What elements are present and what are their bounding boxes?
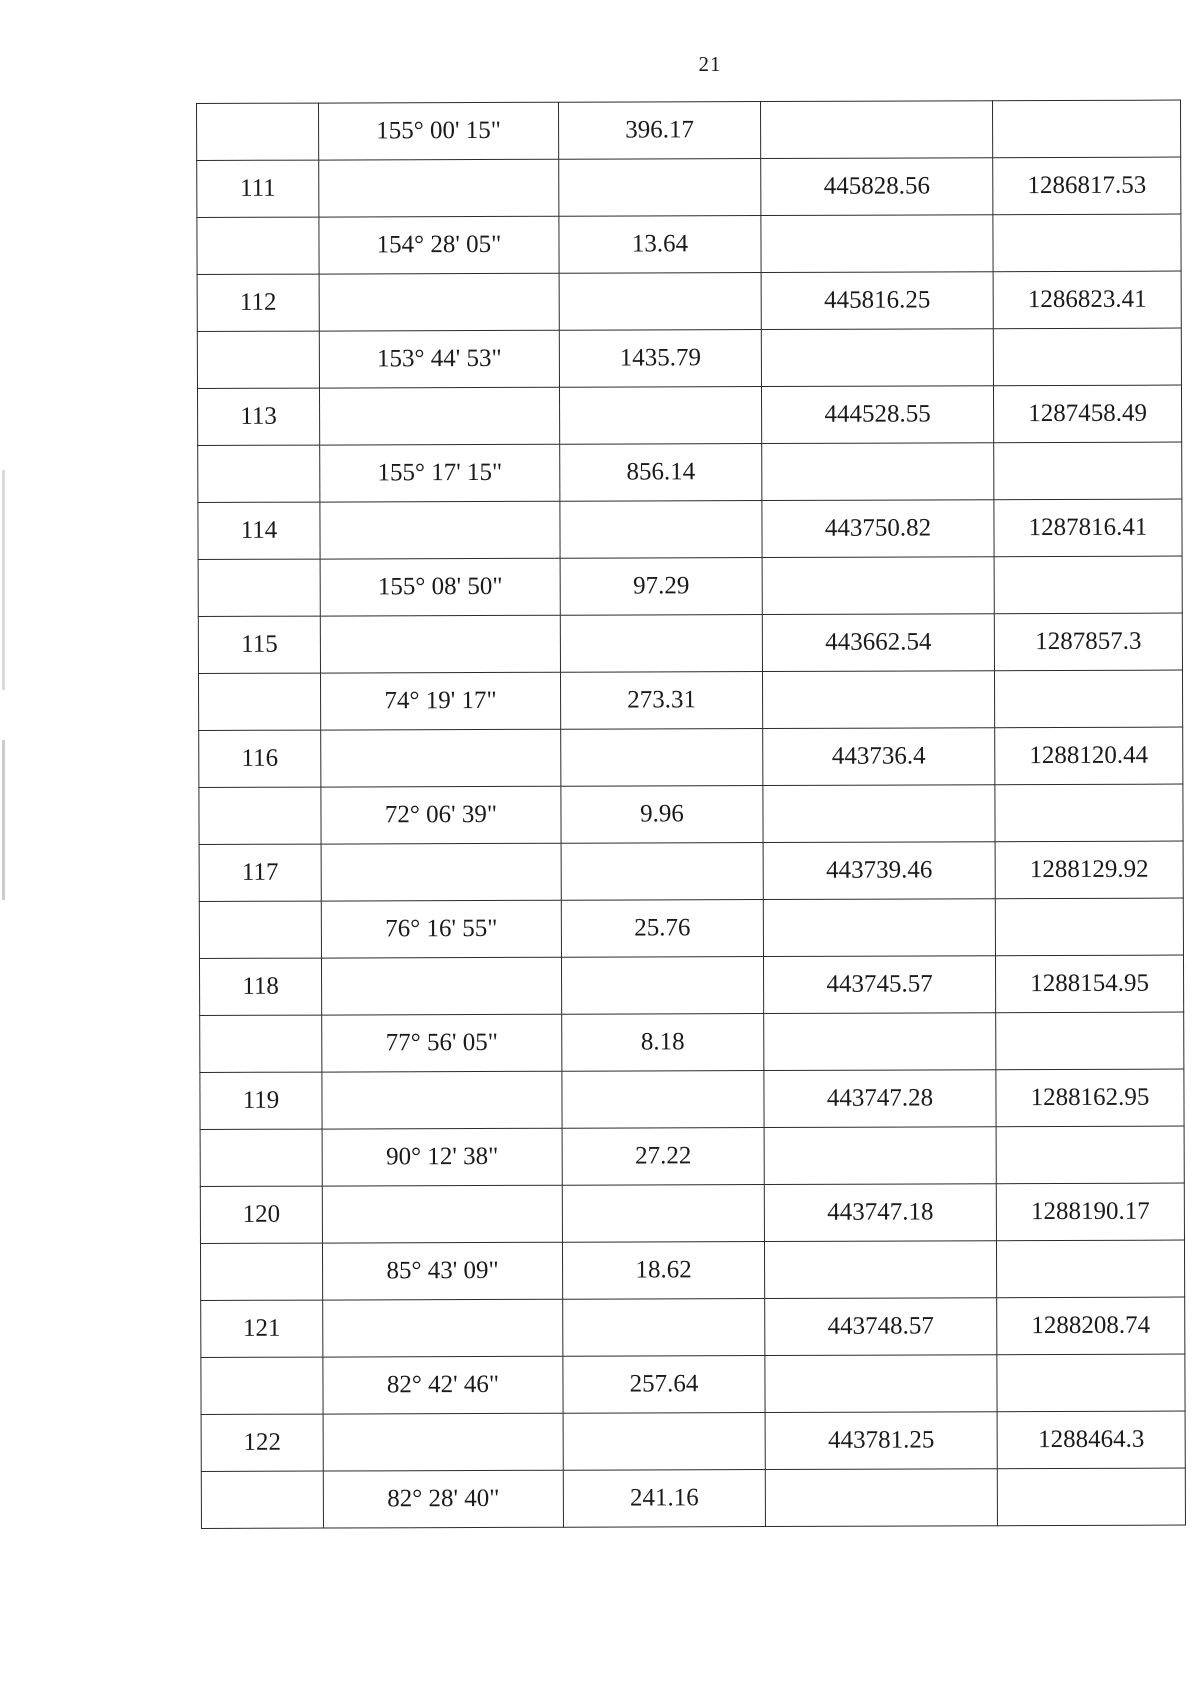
distance-cell: 13.64 (559, 216, 761, 274)
table-row (201, 1411, 1185, 1471)
northing-cell: 443745.57 (763, 956, 995, 1014)
table-row (198, 670, 1182, 730)
bearing-cell: 155° 08' 50" (320, 558, 560, 616)
table-body (197, 100, 1186, 1528)
bearing-cell (319, 387, 559, 445)
station-cell (199, 901, 321, 958)
table-row (198, 556, 1182, 616)
northing-cell (760, 101, 992, 159)
distance-cell (560, 615, 762, 673)
station-cell (200, 1243, 322, 1300)
station-cell: 121 (201, 1300, 323, 1357)
bearing-cell: 82° 28' 40" (323, 1470, 563, 1528)
bearing-cell (320, 615, 560, 673)
easting-cell: 1288208.74 (997, 1297, 1185, 1355)
bearing-cell (321, 729, 561, 787)
table-row (199, 898, 1183, 958)
distance-cell: 97.29 (560, 558, 762, 616)
easting-cell (995, 784, 1183, 842)
bearing-cell: 82° 42' 46" (323, 1356, 563, 1414)
table-row (198, 499, 1182, 559)
table-row (197, 157, 1181, 217)
easting-cell (994, 556, 1182, 614)
northing-cell: 443781.25 (765, 1412, 997, 1470)
distance-cell (562, 1071, 764, 1129)
bearing-cell (319, 273, 559, 331)
distance-cell (562, 1185, 764, 1243)
northing-cell (761, 215, 993, 273)
station-cell (201, 1471, 323, 1528)
distance-cell (560, 501, 762, 559)
station-cell (197, 217, 319, 274)
northing-cell (763, 899, 995, 957)
table-row (199, 955, 1183, 1015)
bearing-cell (323, 1299, 563, 1357)
northing-cell (765, 1469, 997, 1527)
easting-cell: 1287458.49 (993, 385, 1181, 443)
table-row (201, 1468, 1185, 1528)
table-row (200, 1240, 1184, 1300)
station-cell: 116 (199, 730, 321, 787)
station-cell (199, 787, 321, 844)
easting-cell: 1288120.44 (995, 727, 1183, 785)
table-row (201, 1354, 1185, 1414)
easting-cell (994, 670, 1182, 728)
distance-cell (563, 1413, 765, 1471)
station-cell: 119 (200, 1072, 322, 1129)
northing-cell: 443662.54 (762, 614, 994, 672)
table-row (197, 385, 1181, 445)
distance-cell: 257.64 (563, 1356, 765, 1414)
distance-cell (563, 1299, 765, 1357)
bearing-cell: 72° 06' 39" (321, 786, 561, 844)
easting-cell: 1288190.17 (996, 1183, 1184, 1241)
bearing-cell: 155° 00' 15" (319, 102, 559, 160)
easting-cell: 1288464.3 (997, 1411, 1185, 1469)
northing-cell (764, 1127, 996, 1185)
northing-cell (762, 443, 994, 501)
northing-cell (764, 1013, 996, 1071)
distance-cell: 27.22 (562, 1128, 764, 1186)
easting-cell (994, 442, 1182, 500)
easting-cell: 1287816.41 (994, 499, 1182, 557)
northing-cell: 444528.55 (761, 386, 993, 444)
station-cell (201, 1357, 323, 1414)
bearing-cell: 153° 44' 53" (319, 330, 559, 388)
station-cell: 115 (198, 616, 320, 673)
table-row (197, 100, 1181, 160)
table-row (199, 841, 1183, 901)
easting-cell (993, 328, 1181, 386)
easting-cell (993, 214, 1181, 272)
northing-cell: 443747.28 (764, 1070, 996, 1128)
bearing-cell: 76° 16' 55" (321, 900, 561, 958)
distance-cell (561, 843, 763, 901)
easting-cell: 1288162.95 (996, 1069, 1184, 1127)
easting-cell: 1286817.53 (993, 157, 1181, 215)
northing-cell (763, 785, 995, 843)
station-cell (197, 103, 319, 160)
distance-cell: 273.31 (560, 672, 762, 730)
station-cell (198, 445, 320, 502)
distance-cell: 856.14 (560, 444, 762, 502)
table-row (200, 1126, 1184, 1186)
distance-cell: 396.17 (558, 102, 760, 160)
bearing-cell (323, 1413, 563, 1471)
table-row (199, 784, 1183, 844)
easting-cell: 1288154.95 (995, 955, 1183, 1013)
station-cell: 112 (197, 274, 319, 331)
northing-cell: 445816.25 (761, 272, 993, 330)
bearing-cell: 155° 17' 15" (320, 444, 560, 502)
bearing-cell: 85° 43' 09" (322, 1242, 562, 1300)
easting-cell (996, 1126, 1184, 1184)
table-row (197, 328, 1181, 388)
station-cell: 113 (197, 388, 319, 445)
distance-cell: 1435.79 (559, 330, 761, 388)
distance-cell (561, 957, 763, 1015)
scan-edge-artifact (2, 470, 5, 690)
northing-cell (761, 329, 993, 387)
distance-cell: 25.76 (561, 900, 763, 958)
station-cell (198, 673, 320, 730)
table-row (199, 727, 1183, 787)
northing-cell: 443750.82 (762, 500, 994, 558)
bearing-cell: 154° 28' 05" (319, 216, 559, 274)
northing-cell (764, 1241, 996, 1299)
table-row (198, 613, 1182, 673)
bearing-cell (322, 1071, 562, 1129)
easting-cell (992, 100, 1180, 158)
northing-cell: 443747.18 (764, 1184, 996, 1242)
easting-cell (996, 1012, 1184, 1070)
station-cell: 122 (201, 1414, 323, 1471)
easting-cell: 1286823.41 (993, 271, 1181, 329)
bearing-cell (322, 1185, 562, 1243)
northing-cell (762, 671, 994, 729)
distance-cell: 8.18 (562, 1014, 764, 1072)
table-row (200, 1069, 1184, 1129)
northing-cell: 443736.4 (763, 728, 995, 786)
station-cell: 120 (200, 1186, 322, 1243)
station-cell (198, 559, 320, 616)
easting-cell: 1287857.3 (994, 613, 1182, 671)
distance-cell (559, 273, 761, 331)
distance-cell: 241.16 (563, 1470, 765, 1528)
table-row (198, 442, 1182, 502)
bearing-cell (321, 957, 561, 1015)
distance-cell (561, 729, 763, 787)
easting-cell (995, 898, 1183, 956)
distance-cell (559, 387, 761, 445)
northing-cell (765, 1355, 997, 1413)
northing-cell (762, 557, 994, 615)
bearing-cell: 74° 19' 17" (320, 672, 560, 730)
table-row (200, 1012, 1184, 1072)
easting-cell (996, 1240, 1184, 1298)
table-row (200, 1183, 1184, 1243)
bearing-cell: 77° 56' 05" (322, 1014, 562, 1072)
northing-cell: 445828.56 (761, 158, 993, 216)
station-cell: 111 (197, 160, 319, 217)
station-cell: 117 (199, 844, 321, 901)
bearing-cell (319, 159, 559, 217)
page-number: 21 (698, 52, 722, 76)
survey-coordinates-table (196, 100, 1186, 1529)
distance-cell: 18.62 (562, 1242, 764, 1300)
northing-cell: 443739.46 (763, 842, 995, 900)
table-row (201, 1297, 1185, 1357)
easting-cell: 1288129.92 (995, 841, 1183, 899)
station-cell (197, 331, 319, 388)
easting-cell (997, 1468, 1185, 1526)
easting-cell (997, 1354, 1185, 1412)
distance-cell (559, 159, 761, 217)
scan-edge-artifact (2, 740, 5, 900)
station-cell (200, 1129, 322, 1186)
bearing-cell: 90° 12' 38" (322, 1128, 562, 1186)
bearing-cell (321, 843, 561, 901)
table-row (197, 271, 1181, 331)
station-cell: 114 (198, 502, 320, 559)
station-cell: 118 (199, 958, 321, 1015)
station-cell (200, 1015, 322, 1072)
bearing-cell (320, 501, 560, 559)
northing-cell: 443748.57 (765, 1298, 997, 1356)
table-row (197, 214, 1181, 274)
distance-cell: 9.96 (561, 786, 763, 844)
